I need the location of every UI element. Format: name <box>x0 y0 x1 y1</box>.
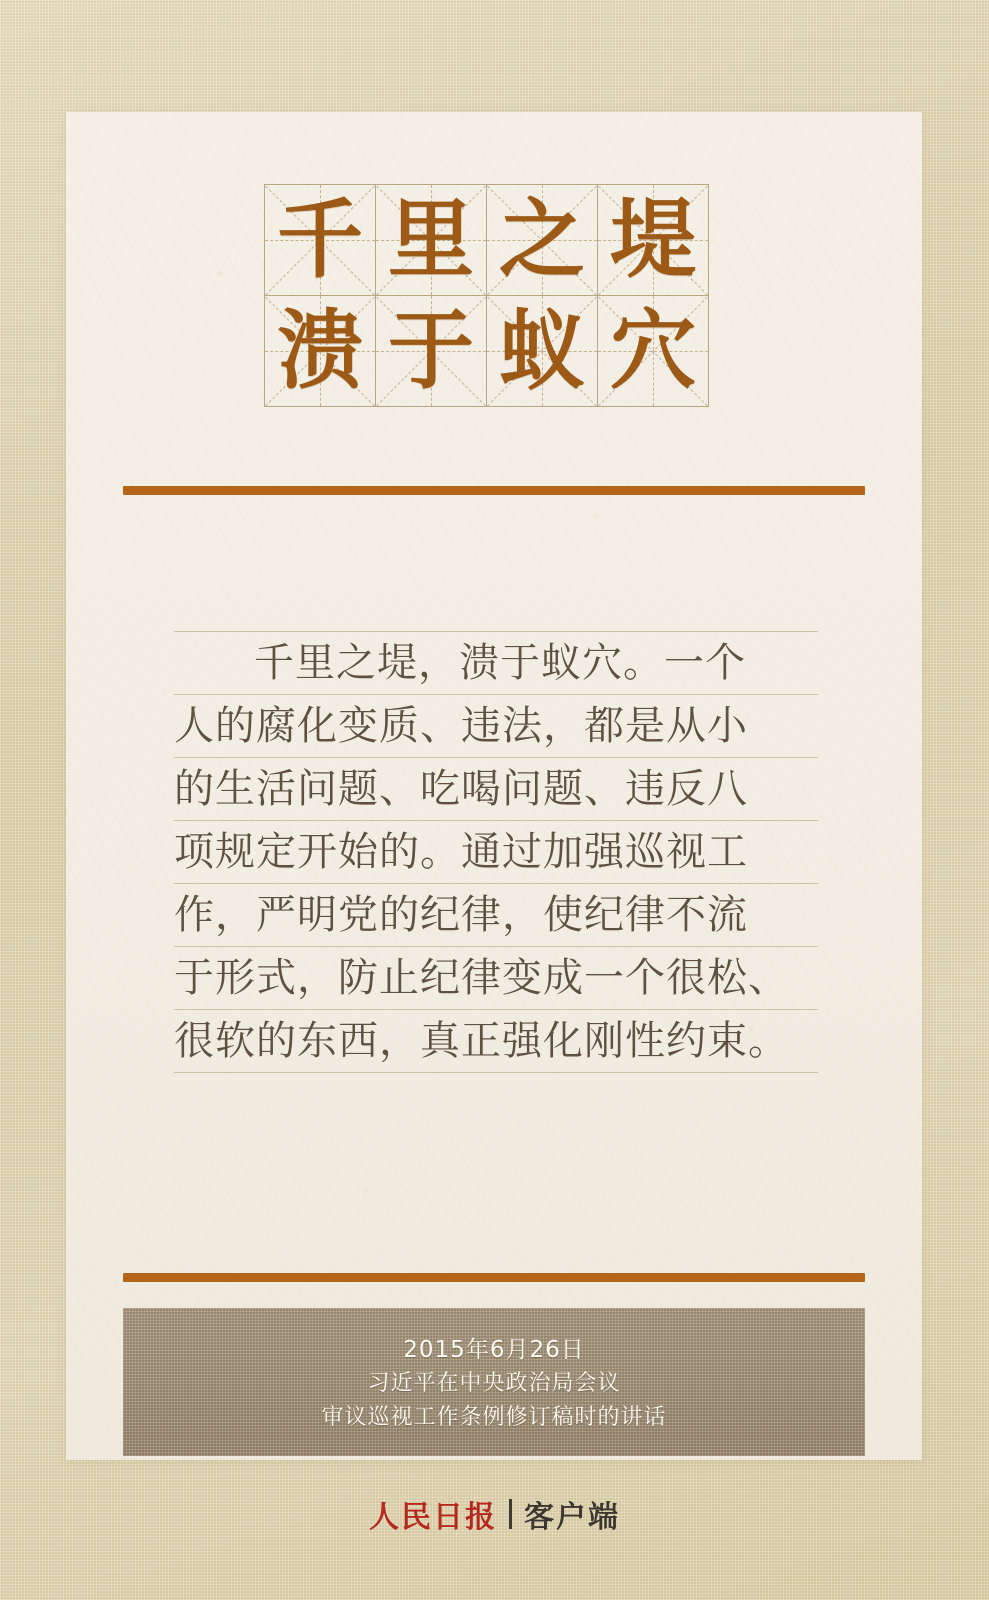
quote-line: 于形式，防止纪律变成一个很松、 <box>174 947 818 1010</box>
quote-line: 很软的东西，真正强化刚性约束。 <box>174 1010 818 1073</box>
caption-strip <box>123 1308 865 1456</box>
caption-source-line-2: 审议巡视工作条例修订稿时的讲话 <box>321 1405 667 1430</box>
divider-top <box>123 486 865 495</box>
quote-line: 的生活问题、吃喝问题、违反八 <box>174 758 818 821</box>
quote-line: 千里之堤，溃于蚁穴。一个 <box>174 631 818 695</box>
title-cell <box>264 295 376 407</box>
title-char: 里 <box>388 189 474 290</box>
brand-logo <box>0 1492 989 1536</box>
paper-card <box>66 112 922 1460</box>
brand-divider-icon <box>509 1499 512 1529</box>
title-row-1 <box>265 185 715 296</box>
title-cell <box>486 184 598 296</box>
caption-date: 2015年6月26日 <box>403 1337 585 1363</box>
title-row-2 <box>265 296 715 407</box>
brand-sub-label: 客户端 <box>524 1500 620 1535</box>
quote-line: 项规定开始的。通过加强巡视工 <box>174 821 818 884</box>
brand-mark-label: 人民日报 <box>369 1500 497 1535</box>
title-cell <box>264 184 376 296</box>
title-char: 溃 <box>277 300 363 401</box>
title-char: 蚁 <box>499 300 585 401</box>
title-char: 穴 <box>610 300 696 401</box>
quote-line: 作，严明党的纪律，使纪律不流 <box>174 884 818 947</box>
poster-title <box>265 185 715 407</box>
quote-block <box>174 631 818 1073</box>
title-cell <box>597 184 709 296</box>
caption-source-line-1: 习近平在中央政治局会议 <box>367 1371 621 1396</box>
title-char: 堤 <box>610 189 696 290</box>
title-cell <box>597 295 709 407</box>
title-char: 于 <box>388 300 474 401</box>
title-char: 千 <box>277 189 363 290</box>
divider-bottom <box>123 1273 865 1282</box>
title-cell <box>375 295 487 407</box>
title-char: 之 <box>499 189 585 290</box>
title-cell <box>486 295 598 407</box>
title-cell <box>375 184 487 296</box>
quote-line: 人的腐化变质、违法，都是从小 <box>174 695 818 758</box>
